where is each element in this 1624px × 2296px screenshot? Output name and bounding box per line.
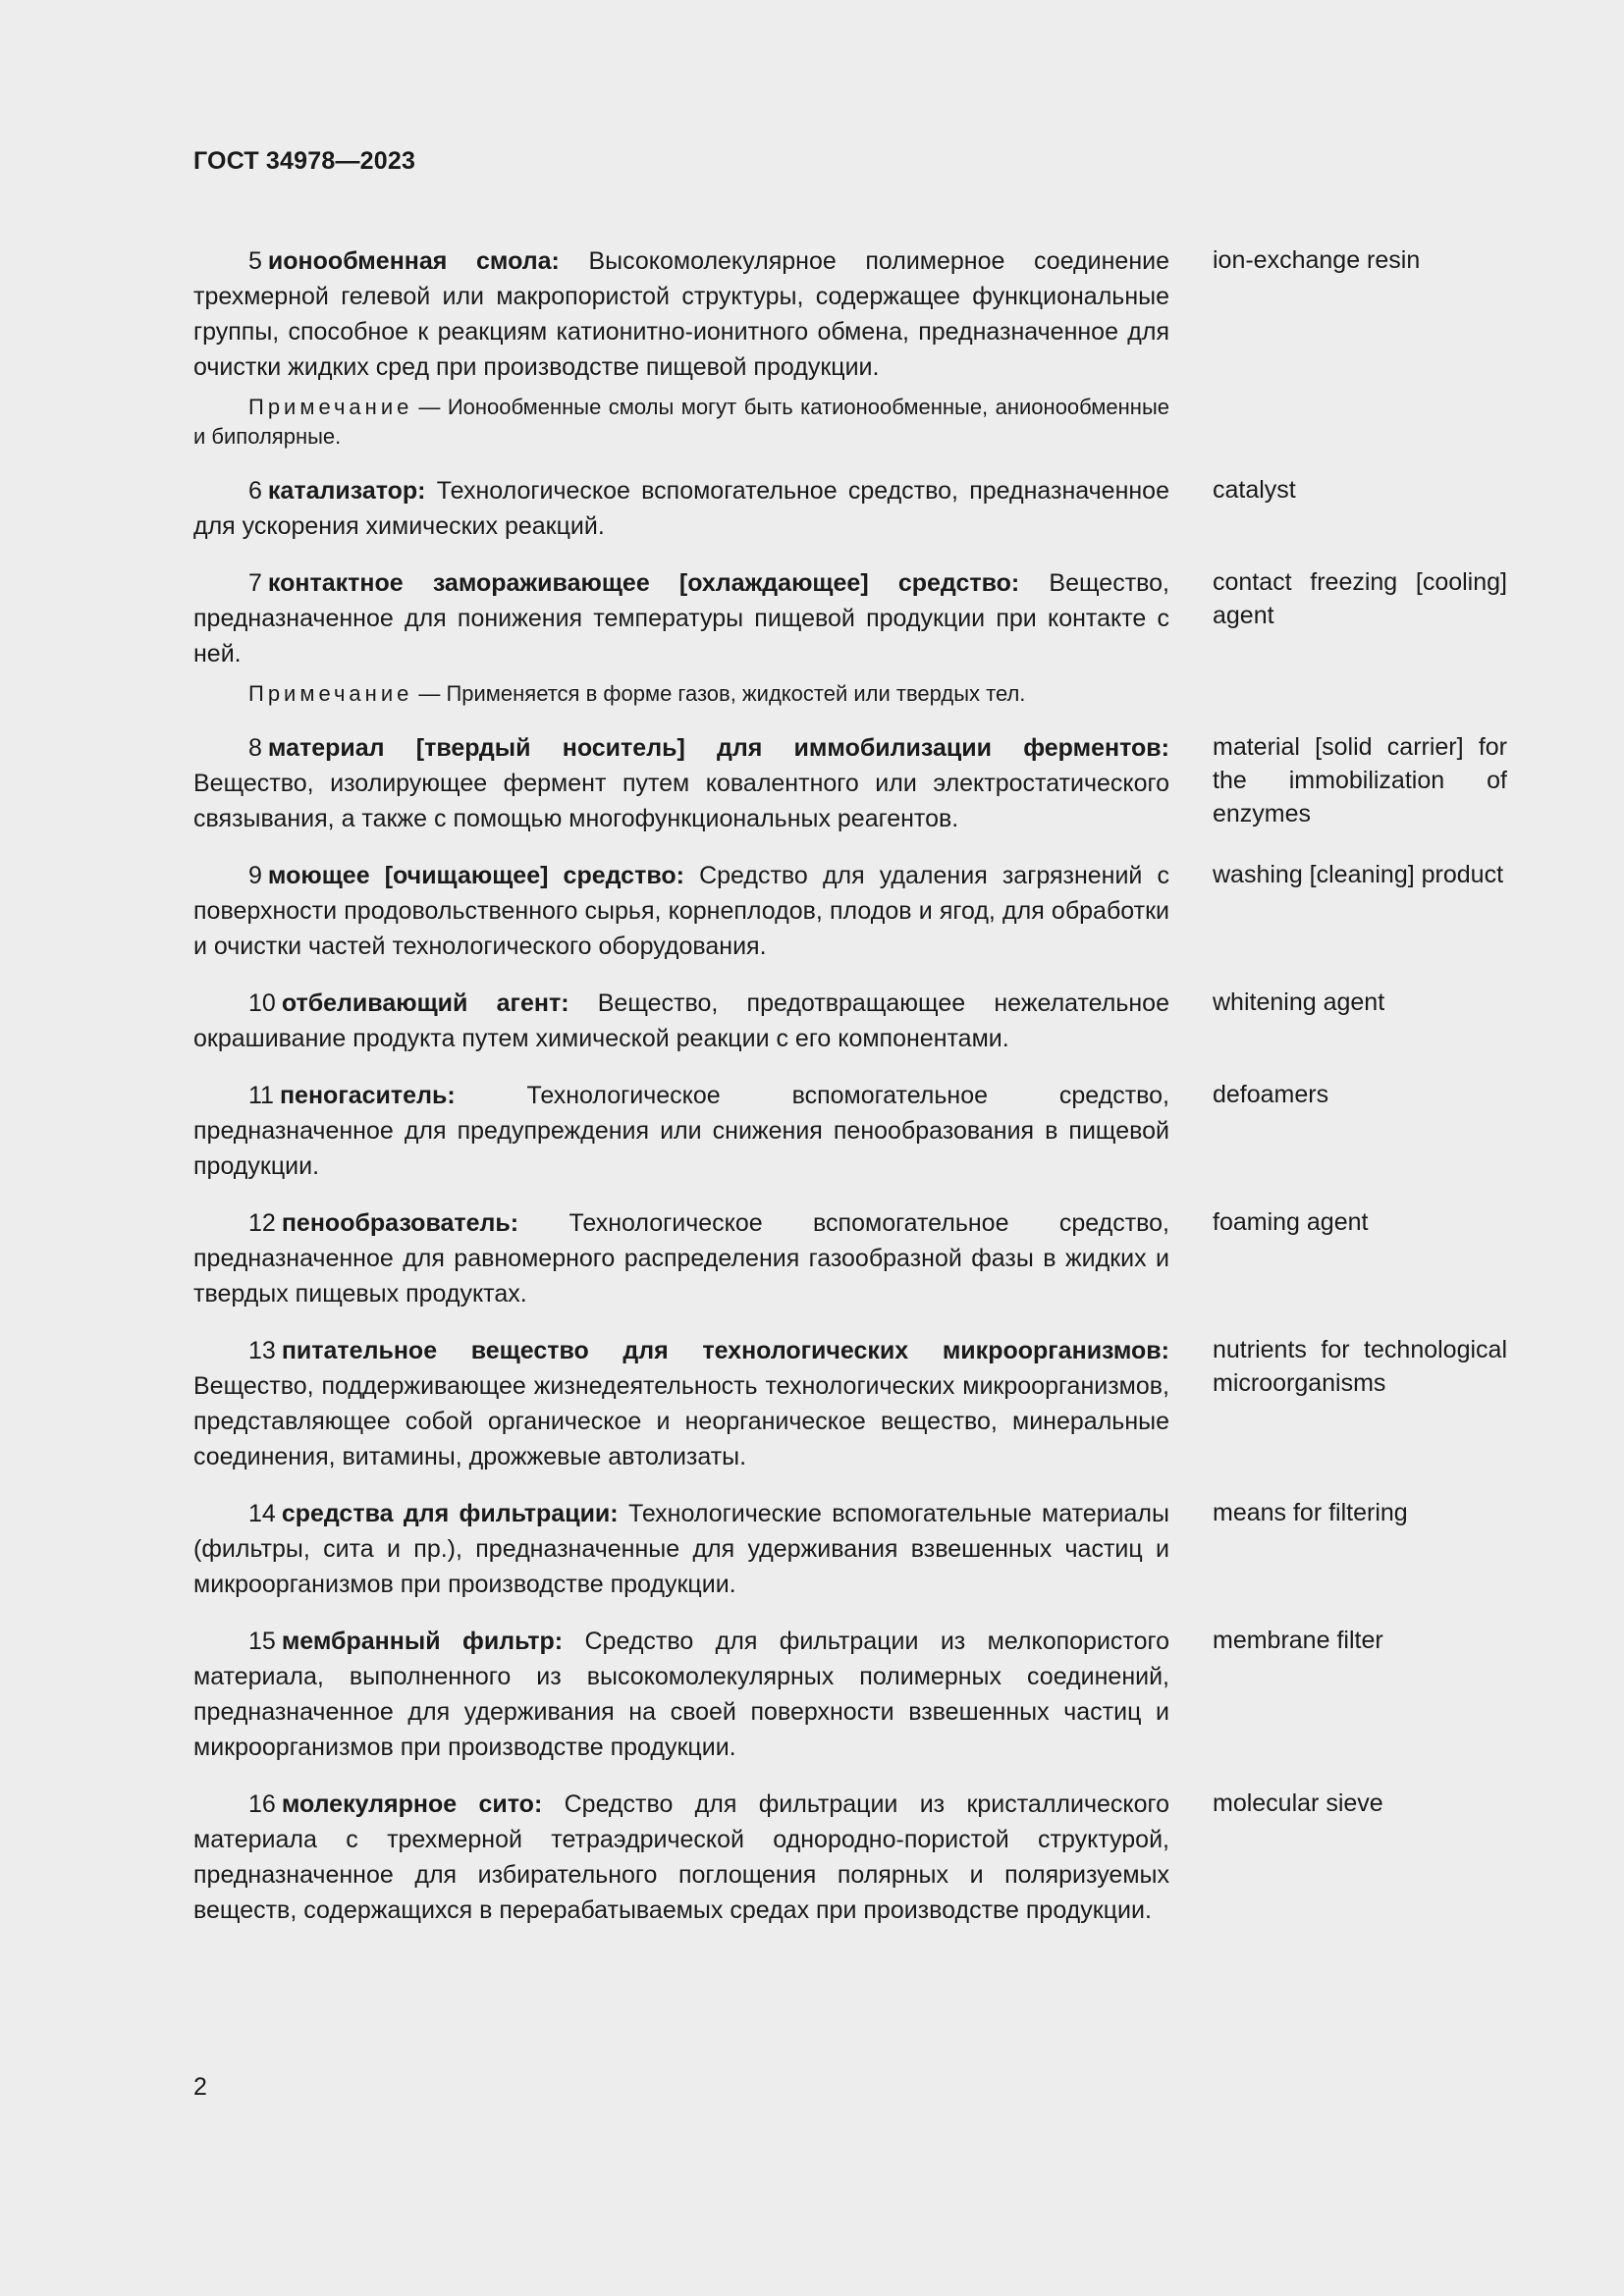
term-definition-block — [193, 243, 1169, 452]
english-equivalent: catalyst — [1213, 476, 1296, 504]
term-entry — [193, 473, 1507, 544]
term-definition-block — [193, 1787, 1169, 1928]
definition-paragraph — [193, 986, 1169, 1056]
term-entry — [193, 1787, 1507, 1928]
english-equivalent: ion-exchange resin — [1213, 246, 1421, 274]
definition-paragraph — [193, 1624, 1169, 1765]
term-name: пенообразователь: — [281, 1209, 519, 1237]
note-text: — Ионообменные смолы могут быть катионообменные, анионообменные и биполярные. — [193, 395, 1169, 449]
term-name: ионообменная смола: — [267, 247, 560, 275]
term-definition: Технологическое вспомогательное средство, предназначенное для ускорения химических реакций. — [193, 477, 1169, 540]
term-number: 14 — [248, 1500, 276, 1527]
term-name: пеногаситель: — [279, 1082, 456, 1109]
definition-paragraph — [193, 1333, 1169, 1474]
term-entry — [193, 1333, 1507, 1474]
term-definition: Средство для фильтрации из кристаллического материала с трехмерной тетраэдрической однородно-пористой структурой, предназначенное для избирательного поглощения полярных и поляризуемых веществ, содержащихся в перерабатываемых средах при производстве продукции. — [193, 1790, 1169, 1924]
document-header: ГОСТ 34978—2023 — [193, 147, 416, 175]
term-definition: Вещество, изолирующее фермент путем ковалентного или электростатического связывания, а также с помощью многофункциональных реагентов. — [193, 770, 1169, 832]
definition-paragraph — [193, 1205, 1169, 1311]
term-definition-block — [193, 986, 1169, 1056]
definition-paragraph — [193, 1787, 1169, 1928]
term-definition-block — [193, 1624, 1169, 1765]
term-definition-block — [193, 473, 1169, 544]
term-entry — [193, 730, 1507, 836]
definition-paragraph — [193, 730, 1169, 836]
english-equivalent: washing [cleaning] product — [1213, 861, 1504, 888]
term-name: контактное замораживающее [охлаждающее] средство: — [267, 569, 1020, 597]
term-definition-block — [193, 1205, 1169, 1311]
term-entry — [193, 1205, 1507, 1311]
term-entry — [193, 1078, 1507, 1184]
term-entry — [193, 243, 1507, 452]
term-number: 16 — [248, 1790, 276, 1818]
term-number: 7 — [248, 569, 262, 597]
term-list — [193, 243, 1507, 1949]
term-name: катализатор: — [267, 477, 426, 505]
term-name: мембранный фильтр: — [281, 1628, 564, 1655]
term-number: 8 — [248, 734, 262, 762]
term-definition-block — [193, 1078, 1169, 1184]
definition-paragraph — [193, 243, 1169, 385]
term-number: 5 — [248, 247, 262, 275]
english-equivalent: membrane filter — [1213, 1627, 1383, 1654]
term-definition-block — [193, 1333, 1169, 1474]
term-definition-block — [193, 565, 1169, 709]
term-definition: Высокомолекулярное полимерное соединение трехмерной гелевой или макропористой структуры, содержащее функциональные группы, способное к реакциям катионитно-ионитного обмена, предназначенное для очистки жидких сред при производстве пищевой продукции. — [193, 247, 1169, 381]
term-number: 9 — [248, 862, 262, 889]
note-label: Примечание — [248, 395, 413, 419]
english-equivalent: contact freezing [cooling] agent — [1213, 568, 1507, 629]
term-entry — [193, 565, 1507, 709]
english-equivalent: whitening agent — [1213, 988, 1385, 1016]
term-definition-block — [193, 730, 1169, 836]
term-note — [193, 679, 1169, 709]
term-definition: Вещество, поддерживающее жизнедеятельность технологических микроорганизмов, представляющее собой органическое и неорганическое вещество, минеральные соединения, витамины, дрожжевые автолизаты. — [193, 1372, 1169, 1470]
term-number: 6 — [248, 477, 262, 505]
term-definition: Технологическое вспомогательное средство, предназначенное для равномерного распределения газообразной фазы в жидких и твердых пищевых продуктах. — [193, 1209, 1169, 1308]
english-equivalent: means for filtering — [1213, 1499, 1408, 1526]
definition-paragraph — [193, 858, 1169, 964]
definition-paragraph — [193, 1496, 1169, 1602]
term-name: питательное вещество для технологических микроорганизмов: — [281, 1337, 1169, 1364]
term-definition: Технологическое вспомогательное средство, предназначенное для предупреждения или снижения пенообразования в пищевой продукции. — [193, 1082, 1170, 1180]
term-number: 11 — [248, 1082, 274, 1109]
definition-paragraph — [193, 565, 1169, 671]
page-number: 2 — [193, 2073, 207, 2101]
term-definition: Средство для удаления загрязнений с поверхности продовольственного сырья, корнеплодов, плодов и ягод, для обработки и очистки частей технологического оборудования. — [193, 862, 1170, 960]
term-name: отбеливающий агент: — [281, 989, 569, 1017]
term-definition-block — [193, 1496, 1169, 1602]
definition-paragraph — [193, 1078, 1169, 1184]
term-name: молекулярное сито: — [281, 1790, 543, 1818]
term-name: материал [твердый носитель] для иммобилизации ферментов: — [267, 734, 1169, 762]
term-entry — [193, 986, 1507, 1056]
term-number: 13 — [248, 1337, 276, 1364]
term-definition: Вещество, предназначенное для понижения температуры пищевой продукции при контакте с ней. — [193, 569, 1169, 667]
term-entry — [193, 858, 1507, 964]
term-definition: Технологические вспомогательные материалы (фильтры, сита и пр.), предназначенные для удерживания взвешенных частиц и микроорганизмов при производстве продукции. — [193, 1500, 1169, 1598]
english-equivalent: foaming agent — [1213, 1208, 1369, 1236]
term-name: средства для фильтрации: — [281, 1500, 619, 1527]
english-equivalent: molecular sieve — [1213, 1789, 1383, 1817]
note-text: — Применяется в форме газов, жидкостей или твердых тел. — [418, 681, 1026, 706]
definition-paragraph — [193, 473, 1169, 544]
term-note — [193, 393, 1169, 452]
term-entry — [193, 1624, 1507, 1765]
note-label: Примечание — [248, 681, 413, 706]
term-definition: Средство для фильтрации из мелкопористого материала, выполненного из высокомолекулярных полимерных соединений, предназначенное для удерживания на своей поверхности взвешенных частиц и микроорганизмов при производстве продукции. — [193, 1628, 1169, 1761]
english-equivalent: nutrients for technological microorganisms — [1213, 1336, 1507, 1397]
term-number: 12 — [248, 1209, 276, 1237]
term-entry — [193, 1496, 1507, 1602]
term-number: 10 — [248, 989, 276, 1017]
english-equivalent: material [solid carrier] for the immobilization of enzymes — [1213, 733, 1507, 828]
term-definition-block — [193, 858, 1169, 964]
term-definition: Вещество, предотвращающее нежелательное окрашивание продукта путем химической реакции с его компонентами. — [193, 989, 1169, 1052]
term-number: 15 — [248, 1628, 276, 1655]
term-name: моющее [очищающее] средство: — [267, 862, 684, 889]
english-equivalent: defoamers — [1213, 1081, 1329, 1108]
